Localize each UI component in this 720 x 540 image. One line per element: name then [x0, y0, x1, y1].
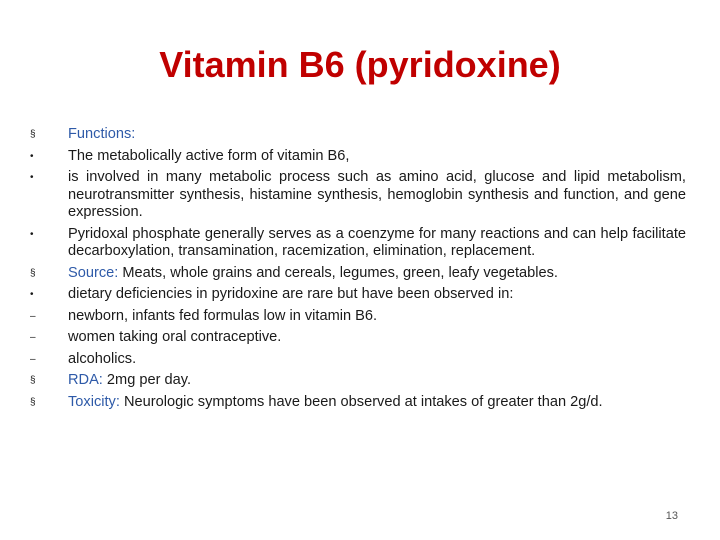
slide-title: Vitamin B6 (pyridoxine)	[159, 44, 561, 85]
list-item-text: is involved in many metabolic process such as amino acid, glucose and lipid metabolism, neurotransmitter synthesis, histamine synthesis, hemoglobin synthesis and function, and gene expression.	[68, 169, 686, 220]
rda-label: RDA:	[68, 372, 103, 388]
list-item	[30, 329, 686, 347]
square-bullet-icon: §	[30, 267, 36, 279]
list-item-text	[68, 126, 686, 144]
dot-bullet-icon: •	[30, 228, 34, 240]
list-item	[30, 372, 686, 390]
dash-bullet-icon: –	[30, 310, 36, 322]
list-item	[30, 286, 686, 304]
list-item	[30, 126, 686, 144]
list-item-text: Source: Meats, whole grains and cereals, legumes, green, leafy vegetables.	[68, 264, 558, 281]
dash-bullet-icon: –	[30, 353, 36, 365]
list-item-text: alcoholics.	[68, 350, 137, 367]
square-bullet-icon: §	[30, 396, 36, 408]
dot-bullet-icon: •	[30, 172, 34, 183]
list-item	[30, 308, 686, 326]
bullet-list	[30, 126, 686, 415]
list-item-text: RDA: 2mg per day.	[68, 372, 192, 388]
list-item-text: women taking oral contraceptive.	[68, 329, 282, 345]
list-item-text: The metabolically active form of vitamin B6,	[68, 147, 350, 164]
square-bullet-icon: §	[30, 375, 36, 386]
list-item	[30, 351, 686, 369]
list-item	[30, 169, 686, 222]
list-item	[30, 265, 686, 283]
dot-bullet-icon: •	[30, 150, 34, 162]
list-item-text: newborn, infants fed formulas low in vitamin B6.	[68, 307, 378, 324]
page-number: 13	[665, 510, 678, 522]
list-item-text: dietary deficiencies in pyridoxine are rare but have been observed in:	[68, 286, 514, 302]
list-item-text: Toxicity: Neurologic symptoms have been observed at intakes of greater than 2g/d.	[68, 393, 603, 410]
list-item	[30, 148, 686, 166]
list-item	[30, 394, 686, 412]
functions-label: Functions:	[68, 126, 136, 142]
list-item	[30, 226, 686, 261]
list-item-text: Pyridoxal phosphate generally serves as a coenzyme for many reactions and can help facilitate decarboxylation, transamination, racemization, elimination, replacement.	[68, 225, 686, 259]
dash-bullet-icon: –	[30, 332, 36, 343]
source-label: Source:	[68, 264, 119, 281]
square-bullet-icon: §	[30, 129, 36, 140]
toxicity-label: Toxicity:	[68, 393, 120, 410]
dot-bullet-icon: •	[30, 289, 34, 300]
